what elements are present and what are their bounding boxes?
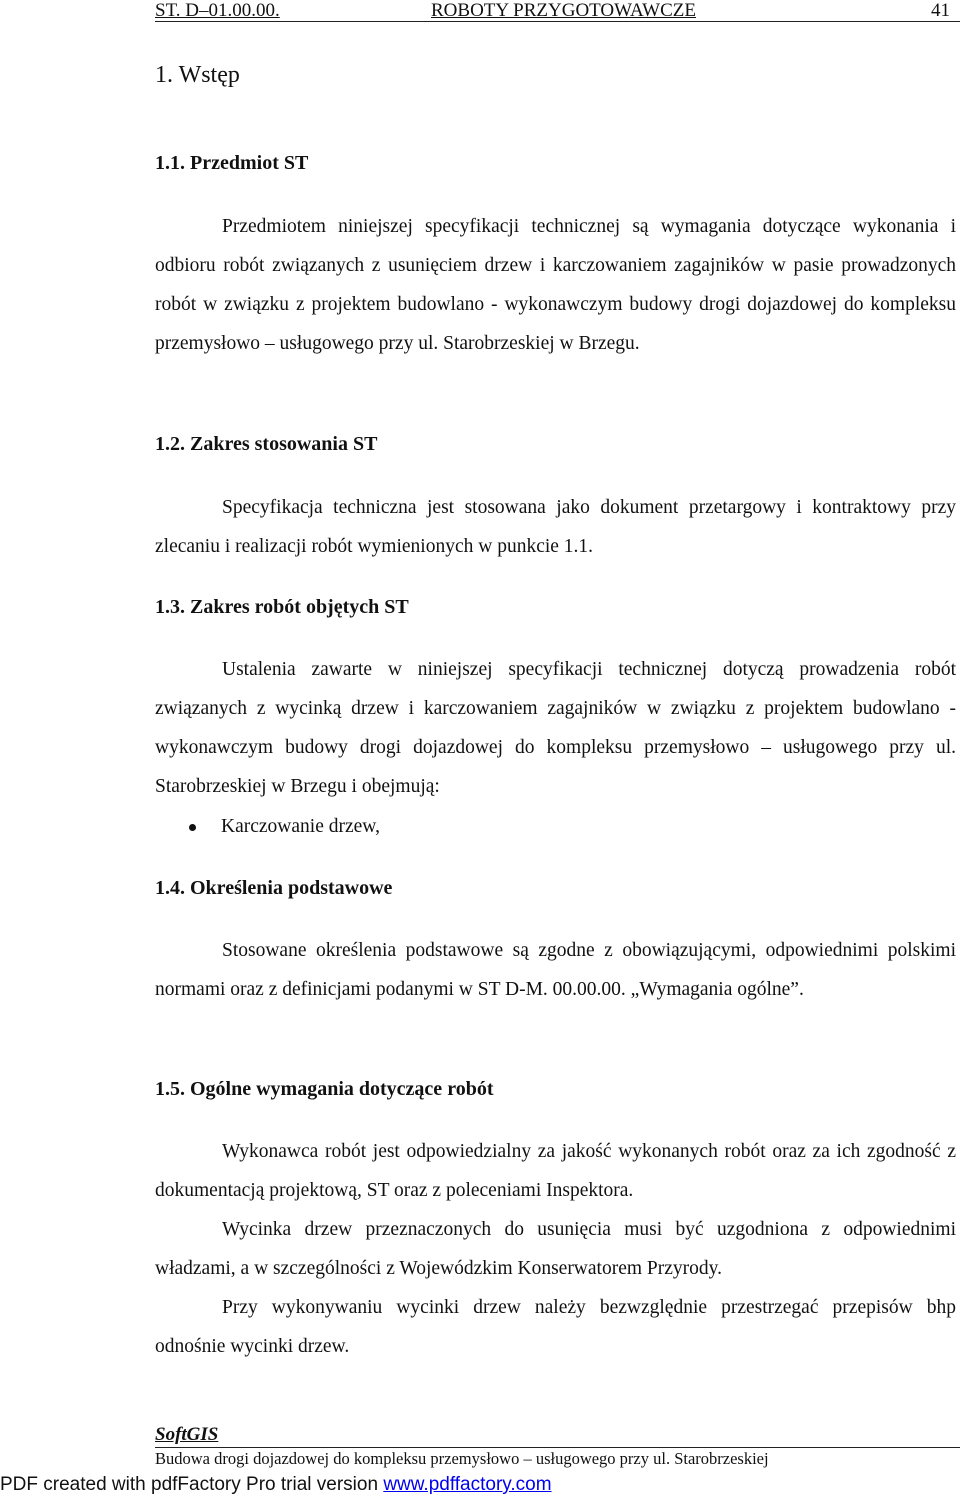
pdf-footer: [0, 1473, 552, 1497]
heading-1-4: 1.4. Określenia podstawowe: [155, 877, 393, 899]
heading-1-3: 1.3. Zakres robót objętych ST: [155, 596, 409, 618]
pdffactory-link[interactable]: www.pdffactory.com: [383, 1474, 552, 1495]
paragraph-1-5-1: Wykonawca robót jest odpowiedzialny za jakość wykonanych robót oraz za ich zgodność z dokumentacją projektową, ST oraz z poleceniami Inspektora.: [155, 1141, 956, 1201]
spec-code: ST. D–01.00.00.: [155, 0, 280, 21]
footer-description: Budowa drogi dojazdowej do kompleksu przemysłowo – usługowego przy ul. Starobrzeskiej: [155, 1449, 769, 1468]
footer-brand: SoftGIS: [155, 1424, 219, 1445]
heading-1-5: 1.5. Ogólne wymagania dotyczące robót: [155, 1078, 494, 1100]
paragraph-1-5-3: Przy wykonywaniu wycinki drzew należy bezwzględnie przestrzegać przepisów bhp odnośnie wycinki drzew.: [155, 1297, 956, 1357]
paragraph-1-5-2: Wycinka drzew przeznaczonych do usunięcia musi być uzgodniona z odpowiednimi władzami, a w szczególności z Wojewódzkim Konserwatorem Przyrody.: [155, 1219, 956, 1279]
paragraph-1-4: Stosowane określenia podstawowe są zgodne z obowiązującymi, odpowiednimi polskimi normami oraz z definicjami podanymi w ST D-M. 00.00.00. „Wymagania ogólne”.: [155, 940, 956, 1000]
footer-divider: [155, 1447, 960, 1448]
bullet-icon: [189, 824, 196, 831]
heading-1-2: 1.2. Zakres stosowania ST: [155, 433, 378, 455]
paragraph-1-3: Ustalenia zawarte w niniejszej specyfikacji technicznej dotyczą prowadzenia robót związanych z wycinką drzew i karczowaniem zagajników w związku z projektem budowlano - wykonawczym budowy drogi dojazdowej do kompleksu przemysłowo – usługowego przy ul. Starobrzeskiej w Brzegu i obejmują:: [155, 659, 956, 797]
page-header: [155, 0, 960, 22]
paragraph-1-1: Przedmiotem niniejszej specyfikacji technicznej są wymagania dotyczące wykonania i odbioru robót związanych z usunięciem drzew i karczowaniem zagajników w pasie prowadzonych robót w związku z projektem budowlano - wykonawczym budowy drogi dojazdowej do kompleksu przemysłowo – usługowego przy ul. Starobrzeskiej w Brzegu.: [155, 216, 956, 354]
pdf-footer-text: PDF created with pdfFactory Pro trial version: [0, 1474, 384, 1495]
bullet-text: Karczowanie drzew,: [221, 816, 380, 837]
page-number: 41: [931, 0, 950, 21]
bullet-item: [155, 807, 380, 846]
section-title: 1. Wstęp: [155, 62, 240, 88]
header-title: ROBOTY PRZYGOTOWAWCZE: [431, 0, 696, 21]
heading-1-1: 1.1. Przedmiot ST: [155, 152, 309, 174]
paragraph-1-2: Specyfikacja techniczna jest stosowana jako dokument przetargowy i kontraktowy przy zlecaniu i realizacji robót wymienionych w punkcie 1.1.: [155, 497, 956, 557]
